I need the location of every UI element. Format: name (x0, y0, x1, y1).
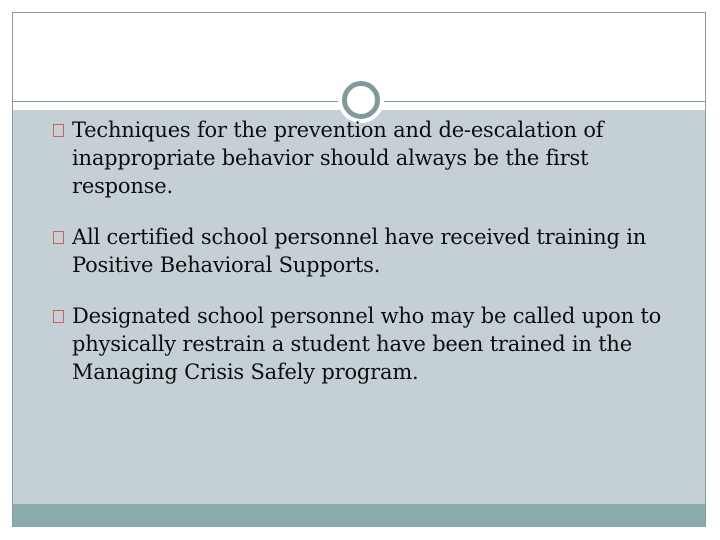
slide-frame (12, 12, 706, 527)
bullet-text: Techniques for the prevention and de-escalation of inappropriate behavior should always be the first response. (72, 118, 604, 198)
square-bullet-icon (53, 310, 64, 323)
bullet-list (52, 116, 692, 409)
square-bullet-icon (53, 124, 64, 137)
footer-bar (13, 504, 705, 527)
square-bullet-icon (53, 231, 64, 244)
bullet-item (52, 302, 692, 386)
bullet-item (52, 223, 692, 279)
bullet-text: Designated school personnel who may be called upon to physically restrain a student have been trained in the Managing Crisis Safely program. (72, 304, 662, 384)
bullet-item (52, 116, 692, 200)
bullet-text: All certified school personnel have received training in Positive Behavioral Supports. (72, 225, 647, 277)
circle-ring-icon (342, 81, 380, 119)
